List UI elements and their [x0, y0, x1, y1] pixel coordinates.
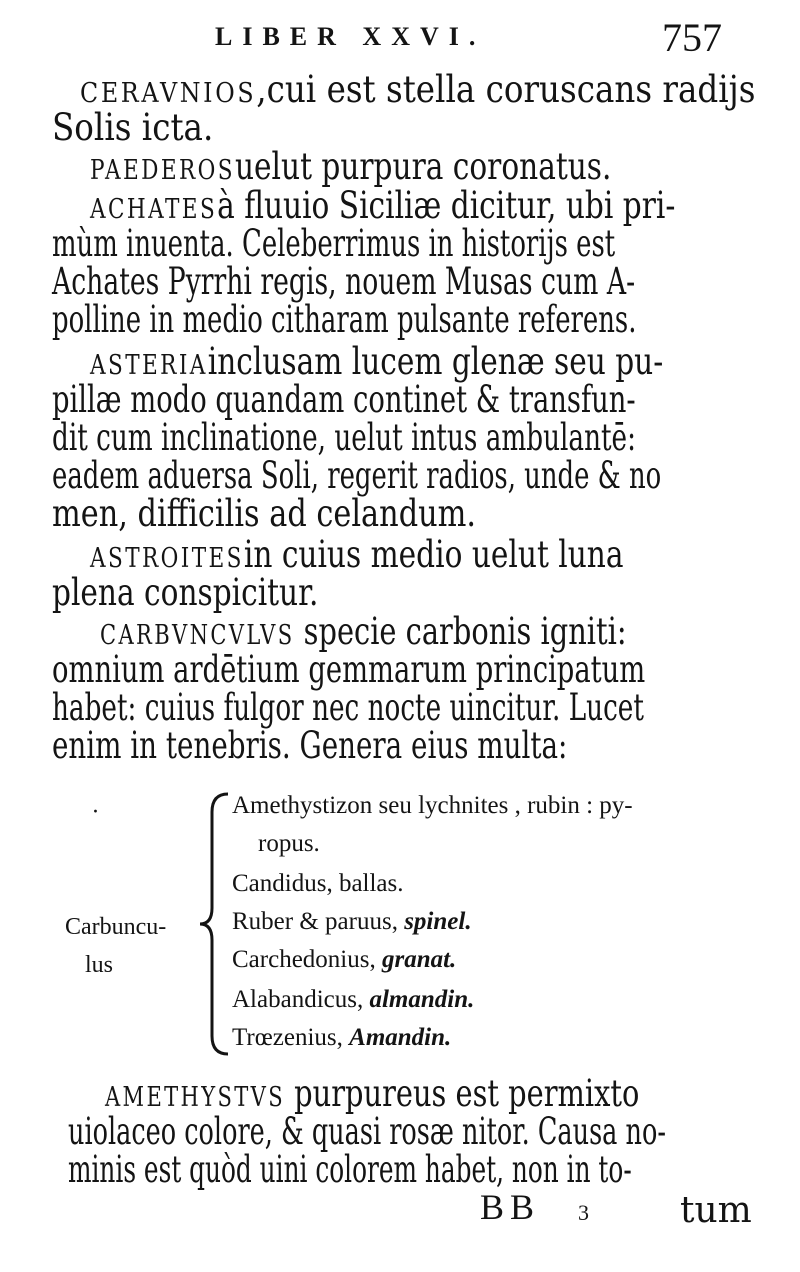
carbunculus-line-3: habet: cuius fulgor nec nocte uincitur. Lucet	[52, 686, 644, 729]
asteria-line-2: pillæ modo quandam continet & transfun-	[52, 378, 636, 421]
asteria-name: ASTERIA	[90, 350, 208, 381]
achates-line-4: polline in medio citharam pulsante referens.	[52, 298, 637, 341]
paederos-name: PAEDEROS	[90, 155, 235, 186]
carbunculus-name: CARBVNCVLVS	[100, 620, 295, 651]
stray-dot: ·	[92, 800, 99, 825]
page-number: 757	[662, 15, 722, 60]
paederos-text-1: uelut purpura coronatus.	[234, 145, 612, 188]
achates-text-1: à fluuio Siciliæ dicitur, ubi pri-	[217, 184, 676, 227]
signature-mark: BB	[480, 1187, 541, 1227]
carbunculus-line-4: enim in tenebris. Genera eius multa:	[52, 724, 568, 767]
carbunculus-variety-row: Alabandicus, almandin.	[232, 986, 475, 1013]
amethystus-name: AMETHYSTVS	[105, 1082, 285, 1113]
carbunculus-variety-row: Carchedonius, granat.	[232, 946, 457, 973]
carbunculus-text-1: specie carbonis igniti:	[303, 610, 627, 653]
asteria-line-3: dit cum inclinatione, uelut intus ambulantē:	[52, 416, 636, 459]
carbunculus-table-label	[65, 908, 166, 984]
carbunculus-variety-row: Amethystizon seu lychnites , rubin : py-	[232, 792, 633, 819]
ceraunios-name: CERAVNIOS	[80, 78, 257, 109]
running-head: LIBER XXVI.	[215, 22, 486, 51]
asteria-line-4: eadem aduersa Soli, regerit radios, unde & no	[52, 454, 662, 497]
amethystus-line-2: uiolaceo colore, & quasi rosæ nitor. Causa no-	[68, 1110, 666, 1153]
amethystus-line-3: minis est quòd uini colorem habet, non in to-	[68, 1148, 632, 1191]
achates-name: ACHATES	[90, 194, 218, 225]
carbunculus-variety-row: Candidus, ballas.	[232, 870, 404, 897]
ceraunios-text-1: ,cui est stella coruscans radijs	[256, 68, 756, 111]
carbunculus-line-2: omnium ardētium gemmarum principatum	[52, 648, 646, 691]
asteria-text-1: inclusam lucem glenæ seu pu-	[207, 340, 664, 383]
ceraunios-line-2: Solis icta.	[52, 106, 214, 149]
achates-line-2: mùm inuenta. Celeberrimus in historijs est	[52, 222, 616, 265]
signature-number: 3	[578, 1200, 589, 1225]
astroites-name: ASTROITES	[90, 543, 244, 574]
carbunculus-variety-row: Ruber & paruus, spinel.	[232, 908, 472, 935]
curly-brace	[198, 790, 232, 1058]
carbunculus-variety-row: Trœzenius, Amandin.	[232, 1024, 452, 1051]
carbunculus-label-line-1: Carbuncu-	[65, 914, 167, 940]
asteria-line-5: men, difficilis ad celandum.	[52, 492, 477, 535]
amethystus-text-1: purpureus est permixto	[294, 1072, 640, 1115]
carbunculus-label-line-2: lus	[85, 952, 114, 978]
astroites-text-1: in cuius medio uelut luna	[243, 533, 624, 576]
catchword: tum	[680, 1190, 752, 1231]
astroites-line-2: plena conspicitur.	[52, 571, 319, 614]
carbunculus-variety-row: ropus.	[258, 830, 320, 857]
achates-line-3: Achates Pyrrhi regis, nouem Musas cum A-	[52, 260, 636, 303]
